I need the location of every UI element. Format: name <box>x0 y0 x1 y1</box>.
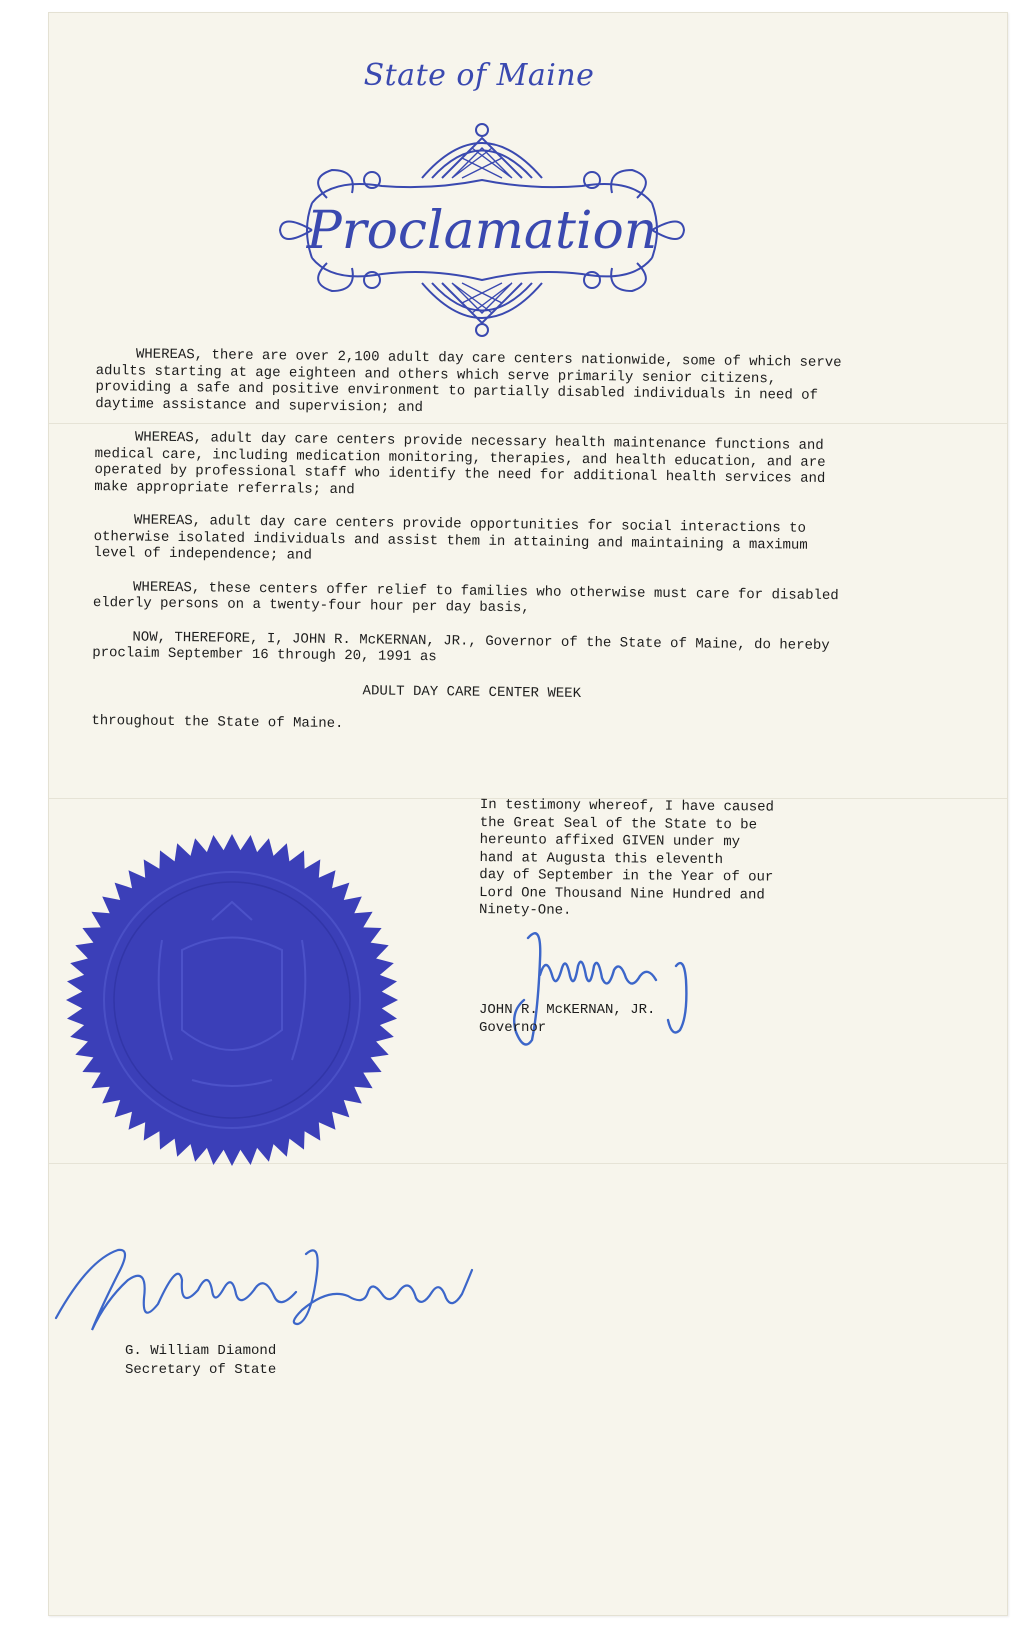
proclaimed-week: ADULT DAY CARE CENTER WEEK <box>362 682 582 702</box>
whereas-paragraph-1: WHEREAS, there are over 2,100 adult day care centers nationwide, some of which serve adults starting at age eighteen and others which serve primarily senior citizens, providing a safe and positive environment to partially disabled individuals in need of daytime assistance and supervision; and <box>95 346 842 416</box>
governor-name: JOHN R. McKERNAN, JR. <box>479 1002 656 1018</box>
secretary-name: G. William Diamond <box>125 1343 277 1359</box>
secretary-signature <box>48 1240 478 1350</box>
proclamation-title: Proclamation <box>306 201 658 261</box>
closing-line: throughout the State of Maine. <box>91 712 344 733</box>
therefore-paragraph: NOW, THEREFORE, I, JOHN R. McKERNAN, JR., Governor of the State of Maine, do hereby proclaim September 16 through 20, 1991 as <box>92 628 830 666</box>
secretary-title: Secretary of State <box>125 1362 277 1378</box>
proclamation-crest <box>272 108 692 348</box>
whereas-paragraph-4: WHEREAS, these centers offer relief to families who otherwise must care for disabled elderly persons on a twenty-four hour per day basis, <box>92 578 839 617</box>
governor-title: Governor <box>479 1019 547 1036</box>
whereas-paragraph-3: WHEREAS, adult day care centers provide opportunities for social interactions to otherwise isolated individuals and assist them in attaining and maintaining a maximum level of independence; and <box>93 512 808 564</box>
whereas-paragraph-2: WHEREAS, adult day care centers provide necessary health maintenance functions and medical care, including medication monitoring, therapies, and health education, and are operated by professional staff who identify the need for additional health services and make appropriate referrals; and <box>94 429 826 498</box>
governor-block <box>479 1002 655 1037</box>
testimony-text: In testimony whereof, I have caused the Great Seal of the State to be hereunto affixed GIVEN under my hand at Augusta this eleventh day of September in the Year of our Lord One Thousand Nine Hundred and Ninety-One. <box>478 797 775 919</box>
state-heading: State of Maine <box>363 58 595 93</box>
great-seal <box>62 830 402 1170</box>
secretary-block <box>125 1342 276 1380</box>
proclamation-body <box>91 346 856 756</box>
